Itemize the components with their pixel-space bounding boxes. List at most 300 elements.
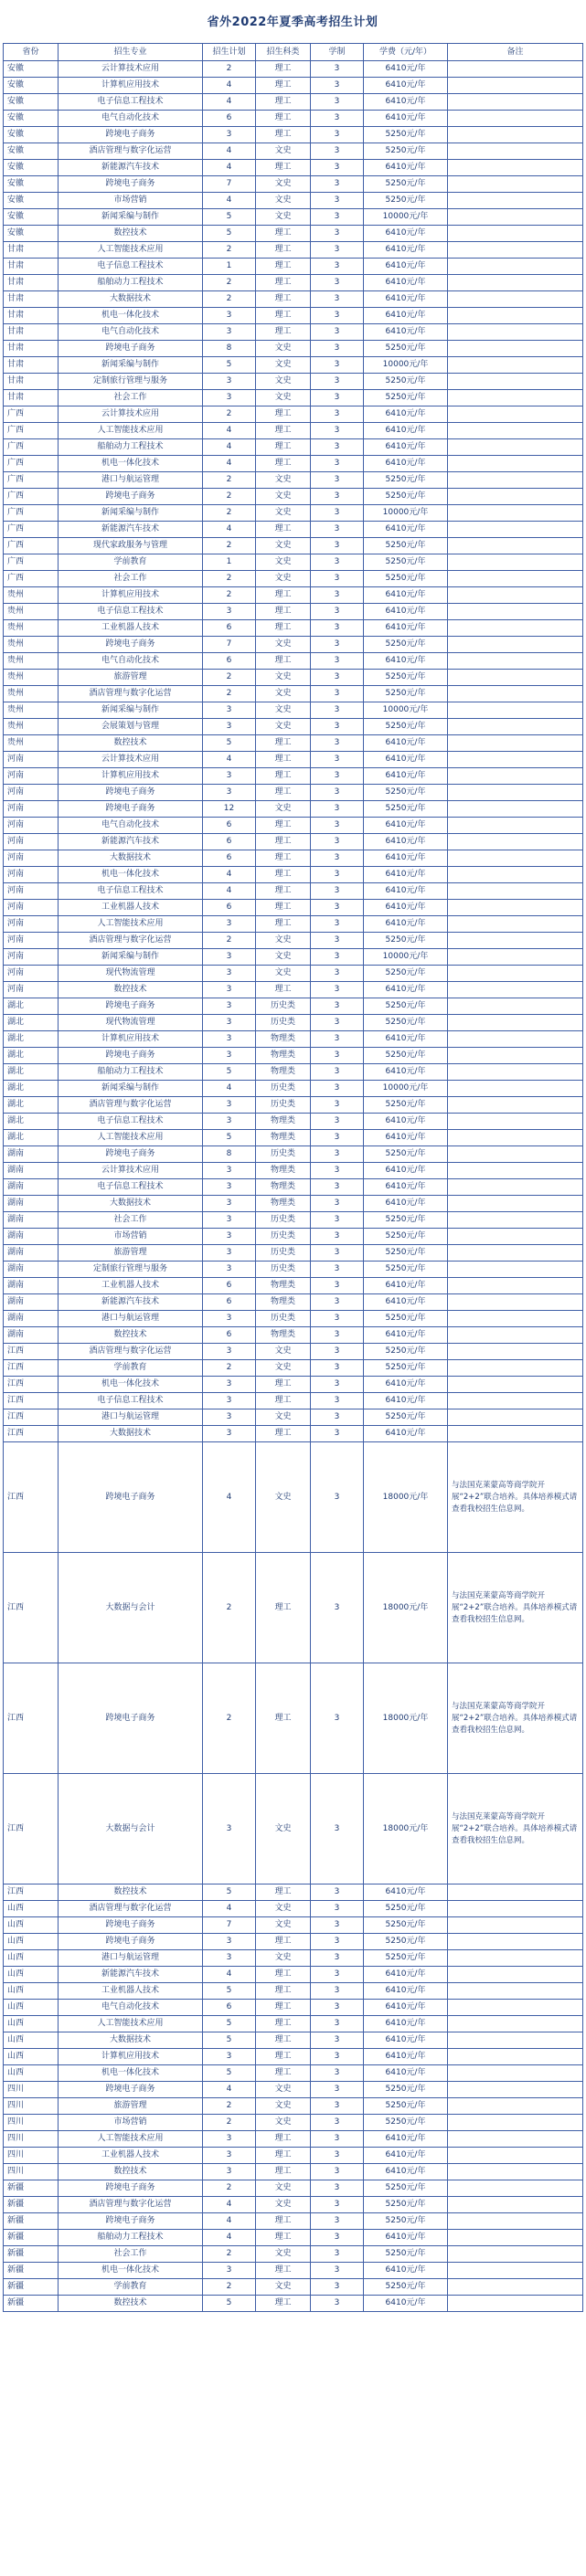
cell-duration: 3 (311, 1212, 364, 1229)
cell-plan: 3 (203, 308, 256, 324)
cell-province: 安徽 (4, 160, 59, 176)
cell-plan: 2 (203, 406, 256, 423)
cell-category: 理工 (256, 2164, 311, 2180)
cell-province: 四川 (4, 2115, 59, 2131)
table-body (4, 61, 583, 2312)
cell-province: 安徽 (4, 143, 59, 160)
cell-duration: 3 (311, 620, 364, 637)
cell-plan: 6 (203, 818, 256, 834)
cell-province: 湖南 (4, 1196, 59, 1212)
cell-tuition: 5250元/年 (364, 341, 448, 357)
cell-category: 理工 (256, 883, 311, 900)
cell-category: 文史 (256, 505, 311, 522)
table-row (4, 2065, 583, 2082)
table-row (4, 374, 583, 390)
table-row (4, 1081, 583, 1097)
cell-duration: 3 (311, 357, 364, 374)
cell-tuition: 6410元/年 (364, 768, 448, 785)
table-row (4, 2148, 583, 2164)
cell-plan: 4 (203, 867, 256, 883)
cell-tuition: 6410元/年 (364, 1130, 448, 1146)
cell-remark (448, 2065, 583, 2082)
cell-province: 河南 (4, 933, 59, 949)
cell-major: 大数据与会计 (59, 1774, 203, 1884)
cell-duration: 3 (311, 2279, 364, 2296)
cell-major: 大数据技术 (59, 1426, 203, 1442)
cell-remark (448, 1917, 583, 1934)
cell-major: 旅游管理 (59, 2098, 203, 2115)
cell-major: 大数据技术 (59, 291, 203, 308)
cell-remark (448, 1294, 583, 1311)
cell-province: 湖南 (4, 1294, 59, 1311)
cell-plan: 3 (203, 1114, 256, 1130)
table-row (4, 966, 583, 982)
cell-plan: 5 (203, 209, 256, 226)
cell-plan: 5 (203, 1064, 256, 1081)
cell-duration: 3 (311, 1097, 364, 1114)
cell-major: 学前教育 (59, 554, 203, 571)
table-row (4, 818, 583, 834)
cell-remark (448, 357, 583, 374)
cell-major: 新闻采编与制作 (59, 949, 203, 966)
cell-category: 理工 (256, 735, 311, 752)
page-title: 省外2022年夏季高考招生计划 (207, 16, 378, 29)
cell-province: 江西 (4, 1553, 59, 1663)
cell-category: 理工 (256, 1934, 311, 1950)
cell-category: 理工 (256, 2000, 311, 2016)
cell-category: 文史 (256, 2246, 311, 2263)
cell-category: 物理类 (256, 1327, 311, 1344)
cell-remark (448, 850, 583, 867)
cell-category: 物理类 (256, 1179, 311, 1196)
cell-remark (448, 111, 583, 127)
cell-province: 广西 (4, 522, 59, 538)
cell-major: 工业机器人技术 (59, 1983, 203, 2000)
cell-duration: 3 (311, 406, 364, 423)
cell-province: 江西 (4, 1774, 59, 1884)
cell-province: 甘肃 (4, 291, 59, 308)
cell-plan: 2 (203, 2115, 256, 2131)
cell-major: 跨境电子商务 (59, 127, 203, 143)
table-row (4, 538, 583, 554)
cell-major: 新闻采编与制作 (59, 1081, 203, 1097)
table-header-row (4, 44, 583, 61)
table-row (4, 1212, 583, 1229)
cell-remark (448, 1934, 583, 1950)
cell-province: 河南 (4, 966, 59, 982)
cell-province: 江西 (4, 1409, 59, 1426)
table-row (4, 489, 583, 505)
cell-plan: 3 (203, 1393, 256, 1409)
cell-remark (448, 982, 583, 998)
cell-plan: 3 (203, 1229, 256, 1245)
cell-category: 理工 (256, 1663, 311, 1774)
cell-major: 跨境电子商务 (59, 489, 203, 505)
cell-tuition: 5250元/年 (364, 1048, 448, 1064)
cell-plan: 6 (203, 900, 256, 916)
cell-major: 跨境电子商务 (59, 637, 203, 653)
cell-duration: 3 (311, 686, 364, 702)
cell-major: 跨境电子商务 (59, 1146, 203, 1163)
cell-tuition: 6410元/年 (364, 2164, 448, 2180)
cell-province: 山西 (4, 1983, 59, 2000)
table-row (4, 587, 583, 604)
cell-province: 河南 (4, 834, 59, 850)
cell-tuition: 6410元/年 (364, 900, 448, 916)
cell-duration: 3 (311, 916, 364, 933)
cell-duration: 3 (311, 1327, 364, 1344)
cell-tuition: 6410元/年 (364, 1163, 448, 1179)
cell-remark (448, 94, 583, 111)
cell-major: 船舶动力工程技术 (59, 1064, 203, 1081)
cell-major: 机电一体化技术 (59, 456, 203, 472)
cell-duration: 3 (311, 1163, 364, 1179)
cell-major: 学前教育 (59, 2279, 203, 2296)
cell-tuition: 6410元/年 (364, 456, 448, 472)
cell-duration: 3 (311, 226, 364, 242)
cell-category: 文史 (256, 357, 311, 374)
cell-plan: 3 (203, 1031, 256, 1048)
cell-tuition: 6410元/年 (364, 620, 448, 637)
table-row (4, 1409, 583, 1426)
cell-category: 理工 (256, 94, 311, 111)
table-row (4, 2115, 583, 2131)
cell-major: 定制旅行管理与服务 (59, 1262, 203, 1278)
cell-tuition: 6410元/年 (364, 1426, 448, 1442)
cell-remark (448, 1015, 583, 1031)
cell-major: 新能源汽车技术 (59, 160, 203, 176)
cell-tuition: 5250元/年 (364, 1097, 448, 1114)
cell-category: 历史类 (256, 1245, 311, 1262)
cell-remark (448, 1196, 583, 1212)
table-row (4, 1146, 583, 1163)
table-row (4, 719, 583, 735)
table-row (4, 2082, 583, 2098)
cell-tuition: 5250元/年 (364, 1212, 448, 1229)
cell-remark (448, 439, 583, 456)
cell-duration: 3 (311, 505, 364, 522)
table-row (4, 1901, 583, 1917)
table-row (4, 1262, 583, 1278)
cell-major: 新闻采编与制作 (59, 357, 203, 374)
cell-province: 山西 (4, 1950, 59, 1967)
cell-duration: 3 (311, 2164, 364, 2180)
table-row (4, 406, 583, 423)
cell-province: 广西 (4, 571, 59, 587)
cell-remark (448, 1130, 583, 1146)
cell-duration: 3 (311, 1179, 364, 1196)
table-row (4, 571, 583, 587)
cell-plan: 3 (203, 1934, 256, 1950)
enrollment-table (3, 43, 583, 2312)
table-row (4, 2230, 583, 2246)
cell-plan: 2 (203, 1553, 256, 1663)
cell-category: 文史 (256, 472, 311, 489)
cell-province: 安徽 (4, 61, 59, 78)
cell-major: 大数据技术 (59, 850, 203, 867)
table-row (4, 2180, 583, 2197)
cell-duration: 3 (311, 850, 364, 867)
enrollment-plan-sheet (3, 3, 582, 2312)
cell-tuition: 5250元/年 (364, 1344, 448, 1360)
cell-province: 安徽 (4, 94, 59, 111)
cell-province: 山西 (4, 2032, 59, 2049)
cell-remark (448, 1983, 583, 2000)
cell-remark (448, 406, 583, 423)
cell-duration: 3 (311, 1130, 364, 1146)
cell-province: 河南 (4, 883, 59, 900)
cell-remark (448, 883, 583, 900)
cell-remark (448, 423, 583, 439)
table-row (4, 916, 583, 933)
table-row (4, 2000, 583, 2016)
cell-tuition: 6410元/年 (364, 522, 448, 538)
cell-category: 历史类 (256, 1212, 311, 1229)
cell-plan: 4 (203, 2213, 256, 2230)
cell-duration: 3 (311, 489, 364, 505)
cell-remark (448, 1229, 583, 1245)
cell-plan: 5 (203, 1884, 256, 1901)
cell-major: 新闻采编与制作 (59, 702, 203, 719)
cell-province: 贵州 (4, 735, 59, 752)
cell-category: 理工 (256, 834, 311, 850)
table-row (4, 259, 583, 275)
cell-province: 河南 (4, 867, 59, 883)
cell-category: 物理类 (256, 1048, 311, 1064)
cell-tuition: 6410元/年 (364, 78, 448, 94)
cell-category: 文史 (256, 143, 311, 160)
cell-tuition: 6410元/年 (364, 867, 448, 883)
cell-category: 文史 (256, 554, 311, 571)
header-remark: 备注 (448, 44, 583, 61)
cell-tuition: 18000元/年 (364, 1774, 448, 1884)
cell-duration: 3 (311, 308, 364, 324)
cell-major: 跨境电子商务 (59, 2180, 203, 2197)
cell-duration: 3 (311, 275, 364, 291)
cell-duration: 3 (311, 768, 364, 785)
cell-major: 人工智能技术应用 (59, 1130, 203, 1146)
table-row (4, 472, 583, 489)
cell-major: 电子信息工程技术 (59, 259, 203, 275)
cell-category: 文史 (256, 176, 311, 193)
cell-remark (448, 2164, 583, 2180)
cell-province: 新疆 (4, 2263, 59, 2279)
cell-category: 理工 (256, 522, 311, 538)
cell-plan: 7 (203, 1917, 256, 1934)
cell-province: 新疆 (4, 2197, 59, 2213)
cell-duration: 3 (311, 143, 364, 160)
table-row (4, 111, 583, 127)
cell-category: 理工 (256, 2016, 311, 2032)
cell-tuition: 5250元/年 (364, 1229, 448, 1245)
cell-major: 船舶动力工程技术 (59, 275, 203, 291)
table-row (4, 1031, 583, 1048)
cell-duration: 3 (311, 1774, 364, 1884)
cell-province: 湖南 (4, 1311, 59, 1327)
cell-remark (448, 78, 583, 94)
cell-category: 文史 (256, 949, 311, 966)
header-province: 省份 (4, 44, 59, 61)
cell-province: 湖北 (4, 1114, 59, 1130)
cell-major: 社会工作 (59, 1212, 203, 1229)
table-row (4, 2279, 583, 2296)
cell-province: 河南 (4, 982, 59, 998)
cell-category: 理工 (256, 2131, 311, 2148)
cell-tuition: 6410元/年 (364, 1393, 448, 1409)
cell-duration: 3 (311, 2082, 364, 2098)
cell-duration: 3 (311, 801, 364, 818)
cell-remark (448, 1212, 583, 1229)
cell-province: 湖南 (4, 1278, 59, 1294)
cell-province: 湖北 (4, 1081, 59, 1097)
cell-category: 理工 (256, 1377, 311, 1393)
table-row (4, 702, 583, 719)
cell-category: 理工 (256, 61, 311, 78)
cell-category: 文史 (256, 933, 311, 949)
cell-plan: 2 (203, 472, 256, 489)
cell-duration: 3 (311, 1393, 364, 1409)
table-row (4, 1983, 583, 2000)
table-row (4, 127, 583, 143)
cell-plan: 4 (203, 2197, 256, 2213)
cell-remark (448, 933, 583, 949)
cell-plan: 7 (203, 637, 256, 653)
table-row (4, 785, 583, 801)
cell-category: 文史 (256, 2082, 311, 2098)
cell-plan: 3 (203, 2049, 256, 2065)
cell-plan: 2 (203, 2279, 256, 2296)
cell-major: 新能源汽车技术 (59, 522, 203, 538)
cell-province: 安徽 (4, 226, 59, 242)
cell-plan: 2 (203, 571, 256, 587)
cell-remark (448, 505, 583, 522)
cell-major: 云计算技术应用 (59, 61, 203, 78)
cell-province: 湖北 (4, 1130, 59, 1146)
cell-tuition: 5250元/年 (364, 686, 448, 702)
cell-duration: 3 (311, 1934, 364, 1950)
cell-duration: 3 (311, 2131, 364, 2148)
cell-duration: 3 (311, 94, 364, 111)
cell-remark (448, 226, 583, 242)
cell-duration: 3 (311, 1015, 364, 1031)
cell-remark (448, 1097, 583, 1114)
table-row (4, 2246, 583, 2263)
cell-plan: 3 (203, 390, 256, 406)
cell-remark (448, 1967, 583, 1983)
cell-tuition: 5250元/年 (364, 1146, 448, 1163)
cell-category: 文史 (256, 1917, 311, 1934)
cell-duration: 3 (311, 653, 364, 670)
table-row (4, 801, 583, 818)
cell-tuition: 5250元/年 (364, 374, 448, 390)
cell-duration: 3 (311, 883, 364, 900)
cell-remark (448, 242, 583, 259)
cell-tuition: 10000元/年 (364, 1081, 448, 1097)
cell-major: 现代物流管理 (59, 1015, 203, 1031)
cell-remark (448, 916, 583, 933)
cell-tuition: 6410元/年 (364, 1064, 448, 1081)
cell-duration: 3 (311, 1081, 364, 1097)
cell-category: 理工 (256, 982, 311, 998)
table-row (4, 1015, 583, 1031)
cell-remark (448, 1163, 583, 1179)
cell-major: 电气自动化技术 (59, 2000, 203, 2016)
cell-plan: 4 (203, 439, 256, 456)
cell-category: 理工 (256, 423, 311, 439)
cell-province: 广西 (4, 505, 59, 522)
cell-plan: 3 (203, 719, 256, 735)
cell-tuition: 6410元/年 (364, 2032, 448, 2049)
cell-plan: 2 (203, 505, 256, 522)
cell-duration: 3 (311, 2230, 364, 2246)
cell-plan: 3 (203, 1212, 256, 1229)
cell-plan: 5 (203, 2016, 256, 2032)
cell-category: 历史类 (256, 1146, 311, 1163)
cell-province: 湖南 (4, 1212, 59, 1229)
cell-tuition: 6410元/年 (364, 259, 448, 275)
cell-tuition: 18000元/年 (364, 1553, 448, 1663)
cell-category: 理工 (256, 867, 311, 883)
cell-remark (448, 1327, 583, 1344)
cell-major: 大数据与会计 (59, 1553, 203, 1663)
cell-province: 新疆 (4, 2230, 59, 2246)
cell-province: 山西 (4, 2000, 59, 2016)
cell-tuition: 5250元/年 (364, 2180, 448, 2197)
table-row (4, 1179, 583, 1196)
cell-major: 云计算技术应用 (59, 406, 203, 423)
cell-duration: 3 (311, 2065, 364, 2082)
cell-plan: 3 (203, 2263, 256, 2279)
cell-major: 跨境电子商务 (59, 1663, 203, 1774)
cell-major: 酒店管理与数字化运营 (59, 1344, 203, 1360)
cell-remark (448, 2098, 583, 2115)
cell-province: 湖南 (4, 1179, 59, 1196)
cell-tuition: 6410元/年 (364, 653, 448, 670)
cell-duration: 3 (311, 423, 364, 439)
cell-remark (448, 735, 583, 752)
cell-remark (448, 834, 583, 850)
cell-plan: 2 (203, 275, 256, 291)
cell-province: 贵州 (4, 702, 59, 719)
cell-province: 安徽 (4, 127, 59, 143)
cell-province: 贵州 (4, 620, 59, 637)
cell-duration: 3 (311, 2148, 364, 2164)
cell-category: 理工 (256, 242, 311, 259)
cell-plan: 4 (203, 522, 256, 538)
cell-plan: 6 (203, 850, 256, 867)
table-row (4, 768, 583, 785)
cell-major: 机电一体化技术 (59, 2263, 203, 2279)
cell-province: 湖南 (4, 1229, 59, 1245)
cell-remark (448, 2230, 583, 2246)
table-row (4, 193, 583, 209)
cell-duration: 3 (311, 127, 364, 143)
cell-tuition: 6410元/年 (364, 1179, 448, 1196)
cell-remark (448, 719, 583, 735)
cell-category: 理工 (256, 1884, 311, 1901)
cell-tuition: 5250元/年 (364, 998, 448, 1015)
cell-duration: 3 (311, 998, 364, 1015)
cell-tuition: 18000元/年 (364, 1442, 448, 1553)
cell-category: 文史 (256, 374, 311, 390)
cell-plan: 4 (203, 94, 256, 111)
cell-plan: 6 (203, 653, 256, 670)
cell-remark (448, 1360, 583, 1377)
cell-tuition: 5250元/年 (364, 1015, 448, 1031)
cell-plan: 4 (203, 883, 256, 900)
cell-plan: 3 (203, 324, 256, 341)
cell-tuition: 6410元/年 (364, 850, 448, 867)
